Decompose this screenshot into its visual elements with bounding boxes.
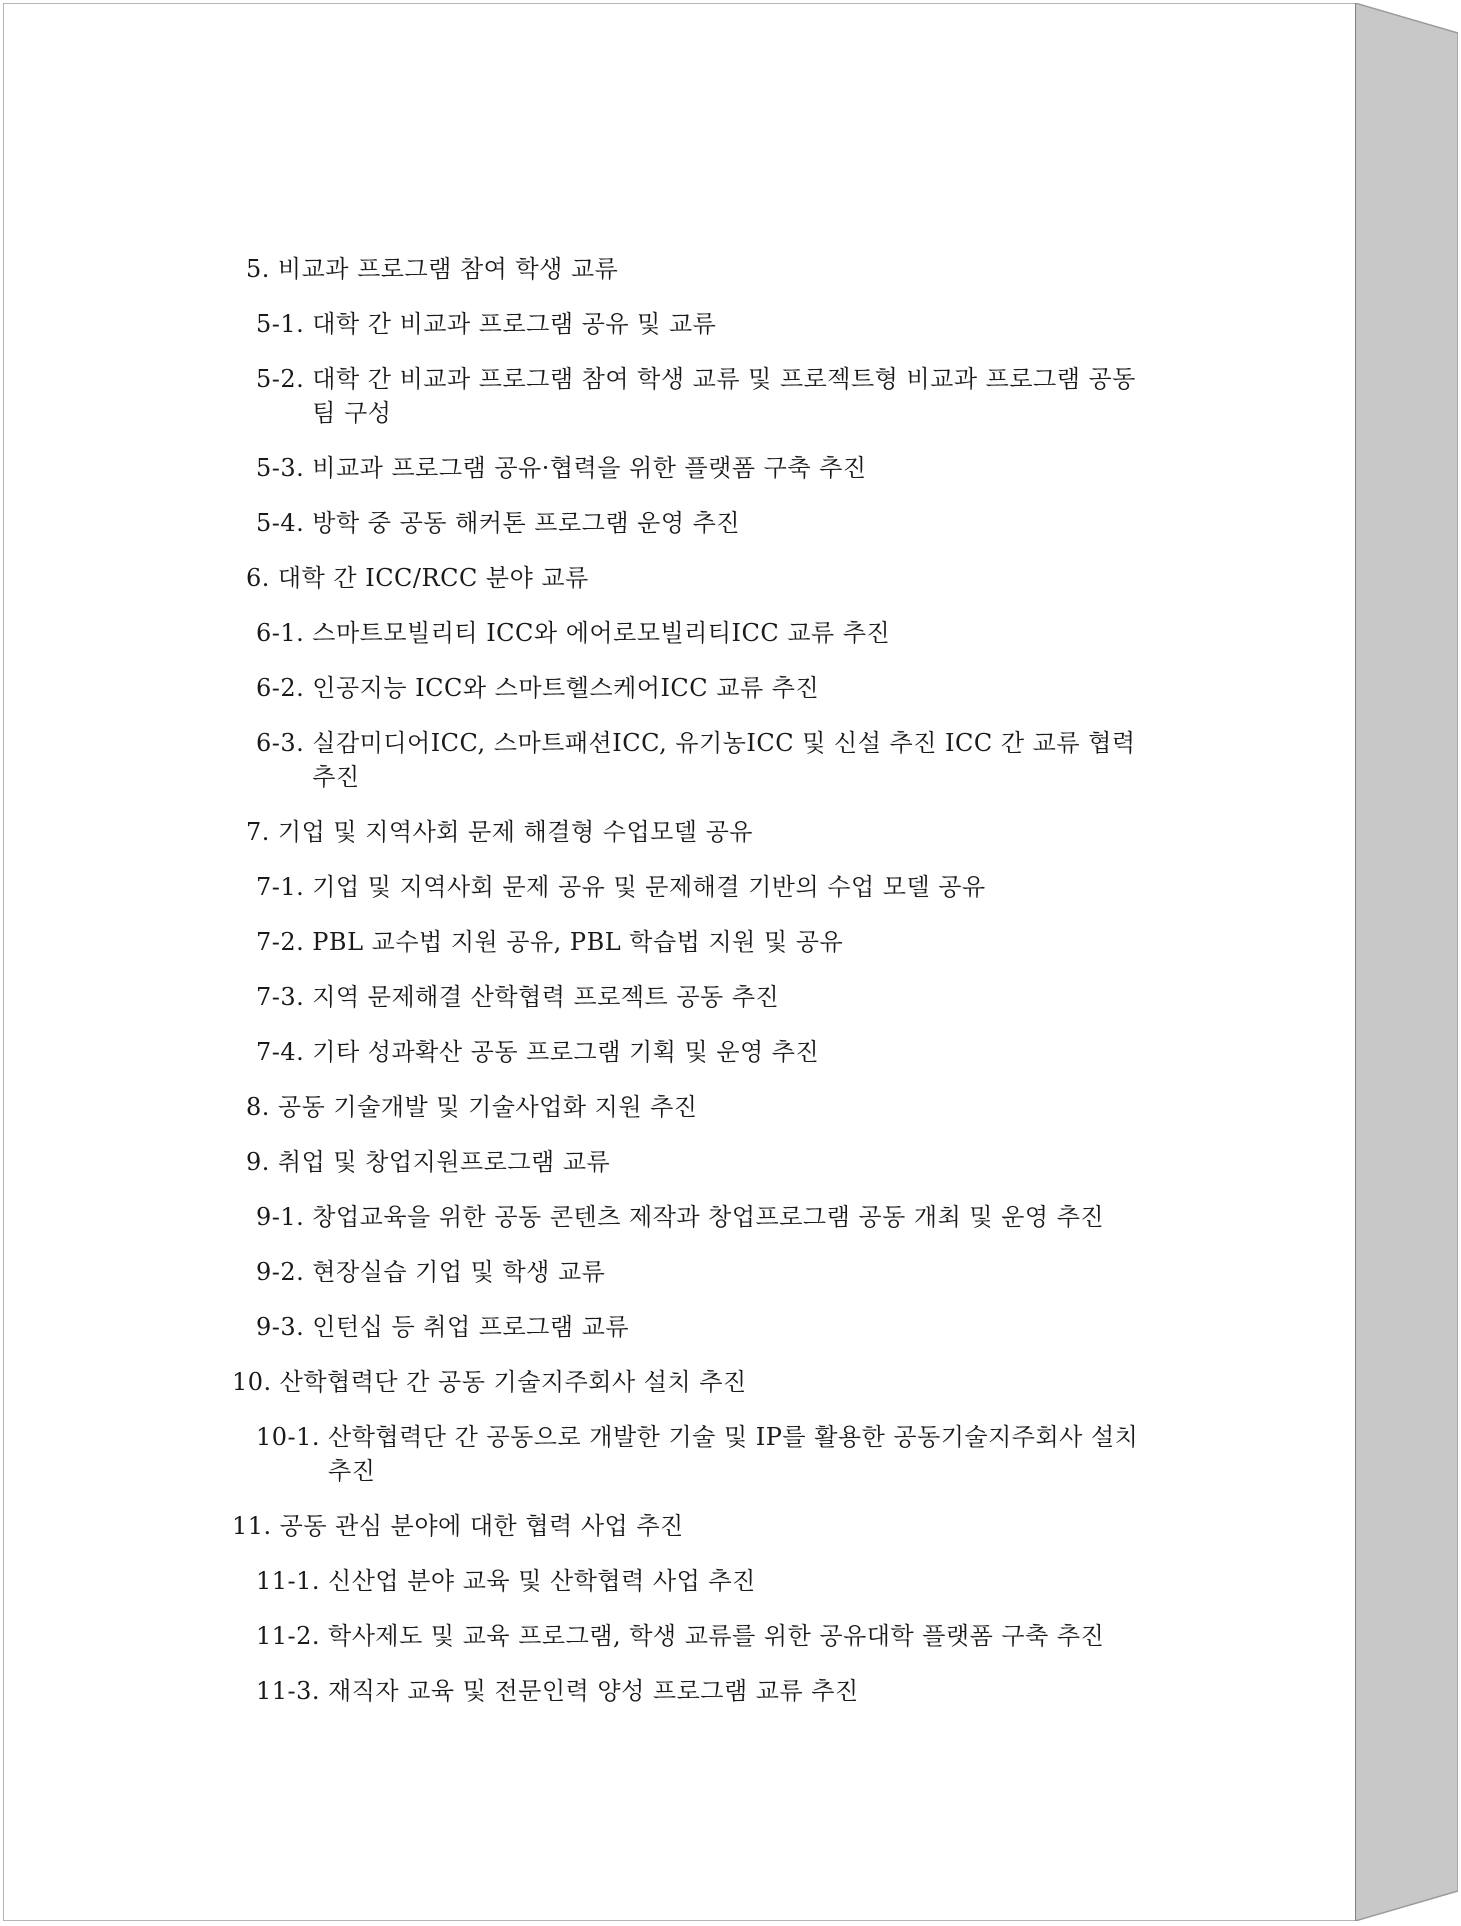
item-text: 기타 성과확산 공동 프로그램 기획 및 운영 추진 bbox=[312, 1038, 820, 1066]
item-text: 공동 관심 분야에 대한 협력 사업 추진 bbox=[279, 1512, 684, 1540]
item-number: 9-1. bbox=[256, 1203, 305, 1231]
item-text: 인공지능 ICC와 스마트헬스케어ICC 교류 추진 bbox=[312, 674, 820, 702]
item-number: 9. bbox=[246, 1148, 270, 1176]
list-item bbox=[232, 1674, 1162, 1708]
list-item bbox=[232, 870, 1162, 904]
item-number: 6. bbox=[246, 564, 270, 592]
item-number: 5-2. bbox=[256, 365, 305, 393]
list-item bbox=[232, 1509, 1162, 1543]
list-item bbox=[232, 561, 1162, 595]
item-number: 7. bbox=[246, 818, 270, 846]
list-item bbox=[232, 815, 1162, 849]
list-item bbox=[232, 307, 1162, 341]
item-text: 비교과 프로그램 참여 학생 교류 bbox=[277, 255, 619, 283]
list-item bbox=[232, 451, 1162, 485]
item-number: 11-2. bbox=[256, 1622, 321, 1650]
list-item bbox=[232, 1365, 1162, 1399]
item-number: 5-3. bbox=[256, 454, 305, 482]
list-item bbox=[232, 1035, 1162, 1069]
list-item bbox=[232, 252, 1162, 286]
list-item bbox=[232, 1310, 1162, 1344]
item-text: 재직자 교육 및 전문인력 양성 프로그램 교류 추진 bbox=[328, 1677, 859, 1705]
item-number: 5-1. bbox=[256, 310, 305, 338]
list-item bbox=[232, 1619, 1162, 1653]
item-text: 대학 간 비교과 프로그램 참여 학생 교류 및 프로젝트형 비교과 프로그램 공동 팀 구성 bbox=[312, 365, 1136, 427]
item-text: 비교과 프로그램 공유·협력을 위한 플랫폼 구축 추진 bbox=[312, 454, 867, 482]
item-number: 11-3. bbox=[256, 1677, 321, 1705]
list-item bbox=[232, 506, 1162, 540]
item-number: 6-3. bbox=[256, 729, 305, 757]
item-text: 취업 및 창업지원프로그램 교류 bbox=[277, 1148, 611, 1176]
item-text: PBL 교수법 지원 공유, PBL 학습법 지원 및 공유 bbox=[312, 928, 844, 956]
item-text: 현장실습 기업 및 학생 교류 bbox=[312, 1258, 606, 1286]
list-item bbox=[232, 616, 1162, 650]
list-item bbox=[232, 1255, 1162, 1289]
item-text: 실감미디어ICC, 스마트패션ICC, 유기농ICC 및 신설 추진 ICC 간 교류 협력 추진 bbox=[312, 729, 1136, 791]
item-text: 산학협력단 간 공동으로 개발한 기술 및 IP를 활용한 공동기술지주회사 설치 추진 bbox=[328, 1423, 1139, 1485]
item-text: 스마트모빌리티 ICC와 에어로모빌리티ICC 교류 추진 bbox=[312, 619, 891, 647]
item-number: 9-2. bbox=[256, 1258, 305, 1286]
list-item bbox=[232, 1420, 1162, 1488]
item-text: 대학 간 ICC/RCC 분야 교류 bbox=[277, 564, 589, 592]
item-number: 6-1. bbox=[256, 619, 305, 647]
item-number: 6-2. bbox=[256, 674, 305, 702]
item-number: 11. bbox=[232, 1512, 272, 1540]
list-item bbox=[232, 1564, 1162, 1598]
item-text: 대학 간 비교과 프로그램 공유 및 교류 bbox=[312, 310, 717, 338]
item-text: 인턴십 등 취업 프로그램 교류 bbox=[312, 1313, 630, 1341]
item-number: 7-4. bbox=[256, 1038, 305, 1066]
item-number: 9-3. bbox=[256, 1313, 305, 1341]
list-item bbox=[232, 1090, 1162, 1124]
item-text: 방학 중 공동 해커톤 프로그램 운영 추진 bbox=[312, 509, 740, 537]
list-item bbox=[232, 362, 1162, 430]
item-number: 10-1. bbox=[256, 1423, 321, 1451]
item-number: 5. bbox=[246, 255, 270, 283]
list-item bbox=[232, 1200, 1162, 1234]
list-item bbox=[232, 1145, 1162, 1179]
item-text: 창업교육을 위한 공동 콘텐츠 제작과 창업프로그램 공동 개최 및 운영 추진 bbox=[312, 1203, 1105, 1231]
item-number: 11-1. bbox=[256, 1567, 321, 1595]
item-text: 공동 기술개발 및 기술사업화 지원 추진 bbox=[277, 1093, 698, 1121]
item-number: 7-2. bbox=[256, 928, 305, 956]
item-text: 기업 및 지역사회 문제 해결형 수업모델 공유 bbox=[277, 818, 753, 846]
item-number: 10. bbox=[232, 1368, 272, 1396]
item-text: 기업 및 지역사회 문제 공유 및 문제해결 기반의 수업 모델 공유 bbox=[312, 873, 986, 901]
list-item bbox=[232, 980, 1162, 1014]
document-body bbox=[232, 252, 1162, 1729]
item-text: 산학협력단 간 공동 기술지주회사 설치 추진 bbox=[279, 1368, 747, 1396]
item-number: 5-4. bbox=[256, 509, 305, 537]
list-item bbox=[232, 671, 1162, 705]
item-text: 지역 문제해결 산학협력 프로젝트 공동 추진 bbox=[312, 983, 780, 1011]
item-number: 7-3. bbox=[256, 983, 305, 1011]
item-text: 신산업 분야 교육 및 산학협력 사업 추진 bbox=[328, 1567, 756, 1595]
item-number: 8. bbox=[246, 1093, 270, 1121]
item-text: 학사제도 및 교육 프로그램, 학생 교류를 위한 공유대학 플랫폼 구축 추진 bbox=[328, 1622, 1105, 1650]
page-stack-edge bbox=[1355, 3, 1458, 1921]
item-number: 7-1. bbox=[256, 873, 305, 901]
list-item bbox=[232, 925, 1162, 959]
list-item bbox=[232, 726, 1162, 794]
